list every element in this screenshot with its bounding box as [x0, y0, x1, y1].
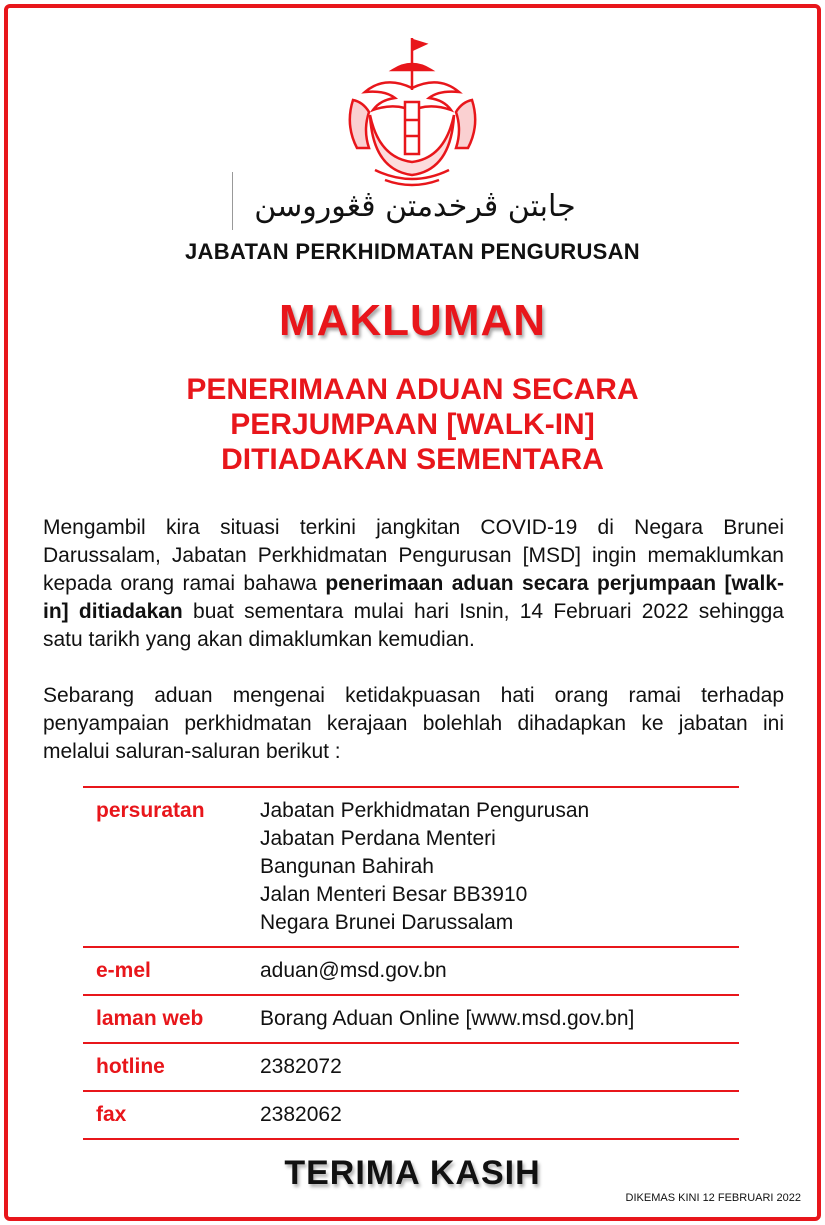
- address-line: Jabatan Perdana Menteri: [260, 827, 496, 850]
- email-link[interactable]: aduan@msd.gov.bn: [260, 959, 447, 982]
- contact-label: e-mel: [96, 959, 151, 982]
- address-line: Bangunan Bahirah: [260, 855, 434, 878]
- thank-you-heading: TERIMA KASIH: [284, 1154, 541, 1192]
- contact-label: persuratan: [96, 799, 205, 822]
- address-line: Negara Brunei Darussalam: [260, 911, 514, 934]
- paragraph-emphasis: penerimaan aduan secara perjumpaan [walk-in] ditiadakan: [43, 572, 784, 623]
- department-name: JABATAN PERKHIDMATAN PENGURUSAN: [184, 239, 640, 264]
- contact-label: laman web: [96, 1007, 204, 1030]
- contact-row-persuratan: [83, 786, 739, 946]
- contact-label: hotline: [96, 1055, 165, 1078]
- channels-paragraph: Sebarang aduan mengenai ketidakpuasan hati orang ramai terhadap penyampaian perkhidmatan kerajaan bolehlah dihadapkan ke jabatan ini melalui saluran-saluran berikut :: [43, 684, 784, 763]
- paragraph-text: Mengambil kira situasi terkini jangkitan COVID-19 di Negara Brunei Darussalam, Jabatan Perkhidmatan Pengurusan [MSD] ingin memaklumkan kepada orang ramai bahawa: [43, 516, 784, 595]
- updated-date: DIKEMAS KINI 12 FEBRUARI 2022: [625, 1192, 801, 1204]
- contact-table: [83, 786, 739, 1140]
- paragraph-text: buat sementara mulai hari Isnin, 14 Februari 2022 sehingga satu tarikh yang akan dimaklumkan kemudian.: [43, 600, 784, 651]
- fax-number: 2382062: [260, 1103, 342, 1126]
- subtitle-line: PERJUMPAAN [WALK-IN]: [230, 408, 595, 441]
- contact-label: fax: [96, 1103, 127, 1126]
- jawi-name: [245, 178, 585, 233]
- brunei-crest-icon: [325, 30, 500, 190]
- header-divider: [232, 172, 233, 230]
- svg-text:جابتن ڤرخدمتن ڤڠوروسن: جابتن ڤرخدمتن ڤڠوروسن: [254, 189, 576, 224]
- address-line: Jabatan Perkhidmatan Pengurusan: [260, 799, 590, 822]
- contact-row-email: [83, 946, 739, 994]
- contact-row-website: [83, 994, 739, 1042]
- contact-value: [260, 797, 739, 937]
- contact-row-fax: [83, 1090, 739, 1140]
- website-link[interactable]: Borang Aduan Online [www.msd.gov.bn]: [260, 1007, 635, 1030]
- contact-row-hotline: [83, 1042, 739, 1090]
- address-line: Jalan Menteri Besar BB3910: [260, 883, 528, 906]
- notice-subtitle: [0, 372, 825, 477]
- subtitle-line: PENERIMAAN ADUAN SECARA: [186, 373, 639, 406]
- subtitle-line: DITIADAKAN SEMENTARA: [221, 443, 604, 476]
- hotline-number: 2382072: [260, 1055, 342, 1078]
- notice-paragraph: [43, 514, 784, 654]
- page-title: MAKLUMAN: [278, 296, 547, 345]
